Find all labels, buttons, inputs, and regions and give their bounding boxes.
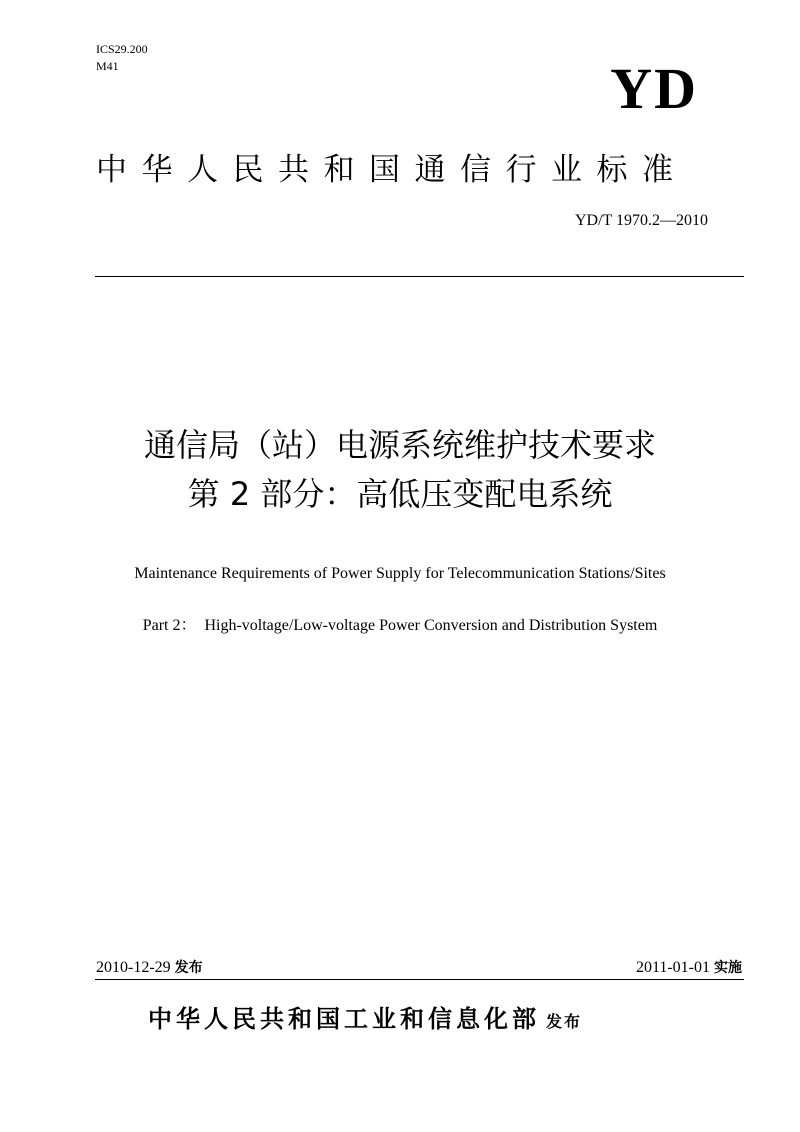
title-chinese-line-2: 第 2 部分：高低压变配电系统 (187, 475, 613, 513)
title-chinese-line-1: 通信局（站）电源系统维护技术要求 (143, 426, 656, 464)
issue-label: 发布 (174, 960, 203, 976)
ics-code: ICS29.200 (96, 42, 148, 56)
implementation-date-value: 2011-01-01 (635, 959, 710, 976)
yd-logo: YD (610, 56, 698, 121)
publisher (148, 1002, 582, 1039)
publisher-suffix: 发布 (546, 1012, 583, 1031)
standard-number: YD/T 1970.2—2010 (574, 212, 708, 229)
title-english-line-1: Maintenance Requirements of Power Supply for Telecommunication Stations/Sites (134, 565, 666, 582)
implementation-label: 实施 (714, 960, 742, 976)
top-divider (95, 276, 744, 277)
title-english-line-2: Part 2： High-voltage/Low-voltage Power Conversion and Distribution System (142, 617, 658, 634)
publisher-name: 中华人民共和国工业和信息化部 (148, 1005, 540, 1033)
implementation-date (636, 958, 742, 978)
issue-date (96, 958, 203, 978)
issue-date-value: 2010-12-29 (96, 959, 171, 976)
bottom-divider (95, 979, 744, 980)
standard-type-heading: 中华人民共和国通信行业标准 (96, 152, 688, 188)
classification-code: M41 (96, 59, 119, 73)
